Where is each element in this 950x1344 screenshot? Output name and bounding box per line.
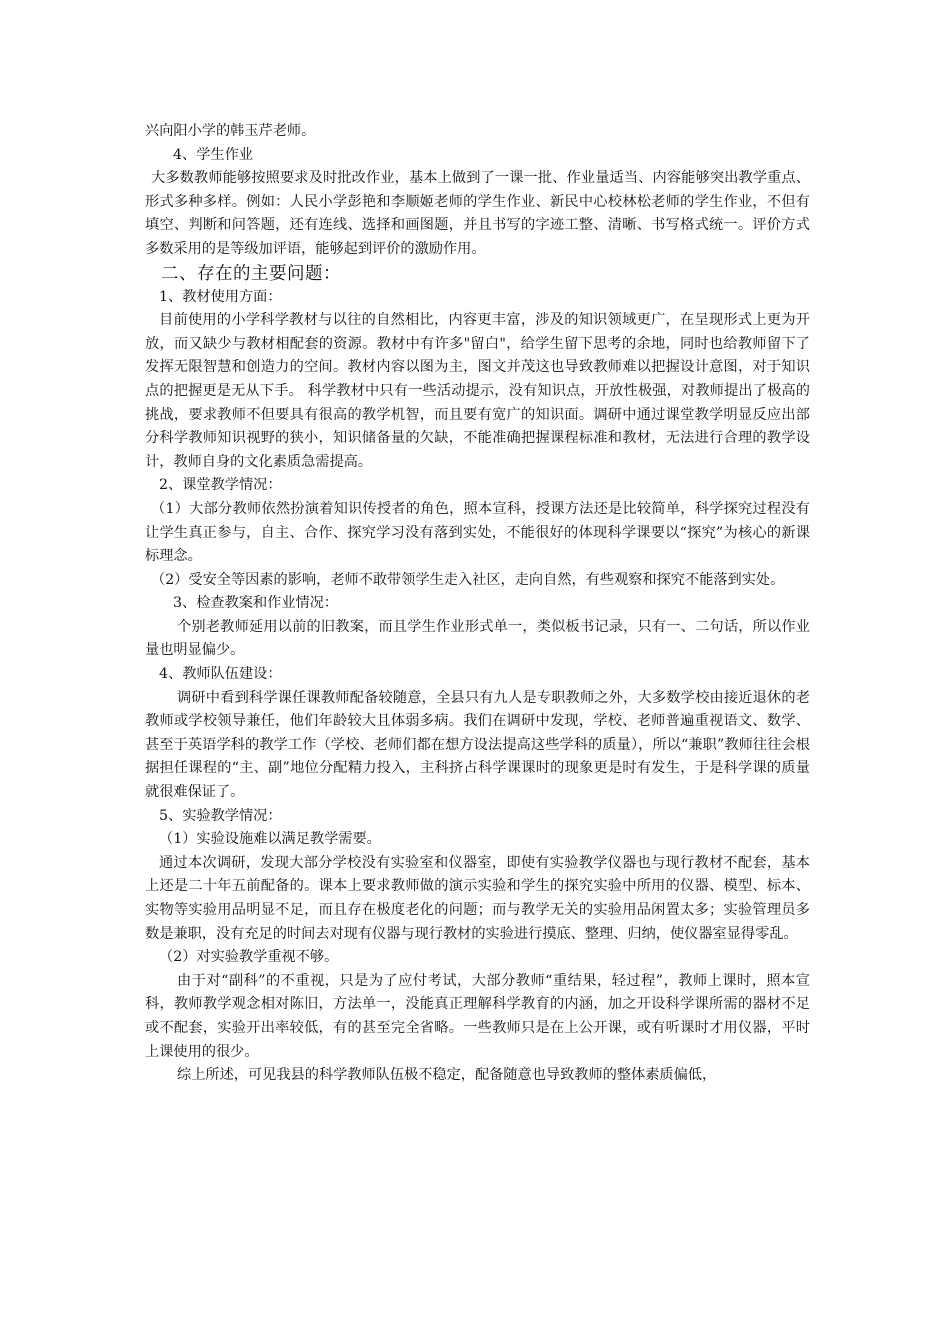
main-heading-problems: 二、存在的主要问题：: [161, 263, 341, 284]
paragraph-continuation: 兴向阳小学的韩玉芹老师。: [145, 123, 316, 139]
paragraph-summary: 综上所述，可见我县的科学教师队伍极不稳定，配备随意也导致教师的整体素质偏低，: [177, 1067, 717, 1084]
paragraph-classroom-2: （2）受安全等因素的影响，老师不敢带领学生走入社区，走向自然，有些观察和探究不能落到实处。: [151, 571, 785, 588]
paragraph-facilities: 通过本次调研，发现大部分学校没有实验室和仪器室，即使有实验教学仪器也与现行教材不配套，基本上还是二十年五前配备的。课本上要求教师做的演示实验和学生的探究实验中所用的仪器、模型、标本、实物等实验用品明显不足，而且存在极度老化的问题；而与教学无关的实验用品闲置太多；实验管理员多数是兼职，没有充足的时间去对现有仪器与现行教材的实验进行摸底、整理、归纳，使仪器室显得零乱。: [145, 854, 810, 942]
section-heading-experiments: 5、实验教学情况：: [159, 807, 282, 824]
paragraph-attention: 由于对“副科”的不重视，只是为了应付考试，大部分教师“重结果，轻过程”，教师上课时，照本宣科，教师教学观念相对陈旧，方法单一，没能真正理解科学教育的内涵，加之开设科学课所需的器材不足或不配套，实验开出率较低，有的甚至完全省略。一些教师只是在上公开课，或有听课时才用仪器，平时上课使用的很少。: [145, 972, 810, 1060]
section-heading-student-homework: 4、学生作业: [173, 146, 253, 163]
section-heading-teacher-team: 4、教师队伍建设：: [159, 666, 282, 683]
paragraph-homework: 大多数教师能够按照要求及时批改作业，基本上做到了一课一批、作业量适当、内容能够突出教学重点、形式多种多样。例如：人民小学彭艳和李顺姬老师的学生作业、新民中心校林松老师的学生作业，不但有填空、判断和问答题，还有连线、选择和画图题，并且书写的字迹工整、清晰、书写格式统一。评价方式多数采用的是等级加评语，能够起到评价的激励作用。: [145, 170, 810, 257]
section-heading-classroom: 2、课堂教学情况：: [159, 477, 282, 494]
paragraph-textbook: 目前使用的小学科学教材与以往的自然相比，内容更丰富，涉及的知识领域更广，在呈现形式上更为开放，而又缺少与教材相配套的资源。教材中有许多"留白"，给学生留下思考的余地，同时也给教师留下了发挥无限智慧和创造力的空间。教材内容以图为主，图文并茂这也导致教师难以把握设计意图，对于知识点的把握更是无从下手。 科学教材中只有一些活动提示，没有知识点，开放性极强，对教师提出了极高的挑战，要求教师不但要具有很高的教学机智，而且要有宽广的知识面。调研中通过课堂教学明显反应出部分科学教师知识视野的狭小，知识储备量的欠缺，不能准确把握课程标准和教材，无法进行合理的教学设计，教师自身的文化素质急需提高。: [145, 312, 810, 470]
section-heading-textbook: 1、教材使用方面：: [159, 288, 282, 305]
section-heading-lesson-plans: 3、检查教案和作业情况：: [173, 595, 339, 612]
paragraph-lesson-plans: 个别老教师延用以前的旧教案，而且学生作业形式单一，类似板书记录，只有一、二句话，所以作业量也明显偏少。: [145, 618, 810, 659]
paragraph-teacher-team: 调研中看到科学课任课教师配备较随意，全县只有九人是专职教师之外，大多数学校由接近退休的老教师或学校领导兼任，他们年龄较大且体弱多病。我们在调研中发现，学校、老师普遍重视语文、数学、甚至于英语学科的教学工作（学校、老师们都在想方设法提高这些学科的质量），所以“兼职”教师往往会根据担任课程的“主、副”地位分配精力投入，主科挤占科学课课时的现象更是时有发生，于是科学课的质量就很难保证了。: [145, 689, 810, 801]
subheading-facilities: （1）实验设施难以满足教学需要。: [159, 831, 381, 848]
document-page: [145, 120, 810, 1088]
paragraph-classroom-1: （1）大部分教师依然扮演着知识传授者的角色，照本宣科，授课方法还是比较简单，科学探究过程没有让学生真正参与，自主、合作、探究学习没有落到实处，不能很好的体现科学课要以“探究”为核心的新课标理念。: [145, 500, 810, 565]
subheading-attention: （2）对实验教学重视不够。: [159, 949, 339, 966]
